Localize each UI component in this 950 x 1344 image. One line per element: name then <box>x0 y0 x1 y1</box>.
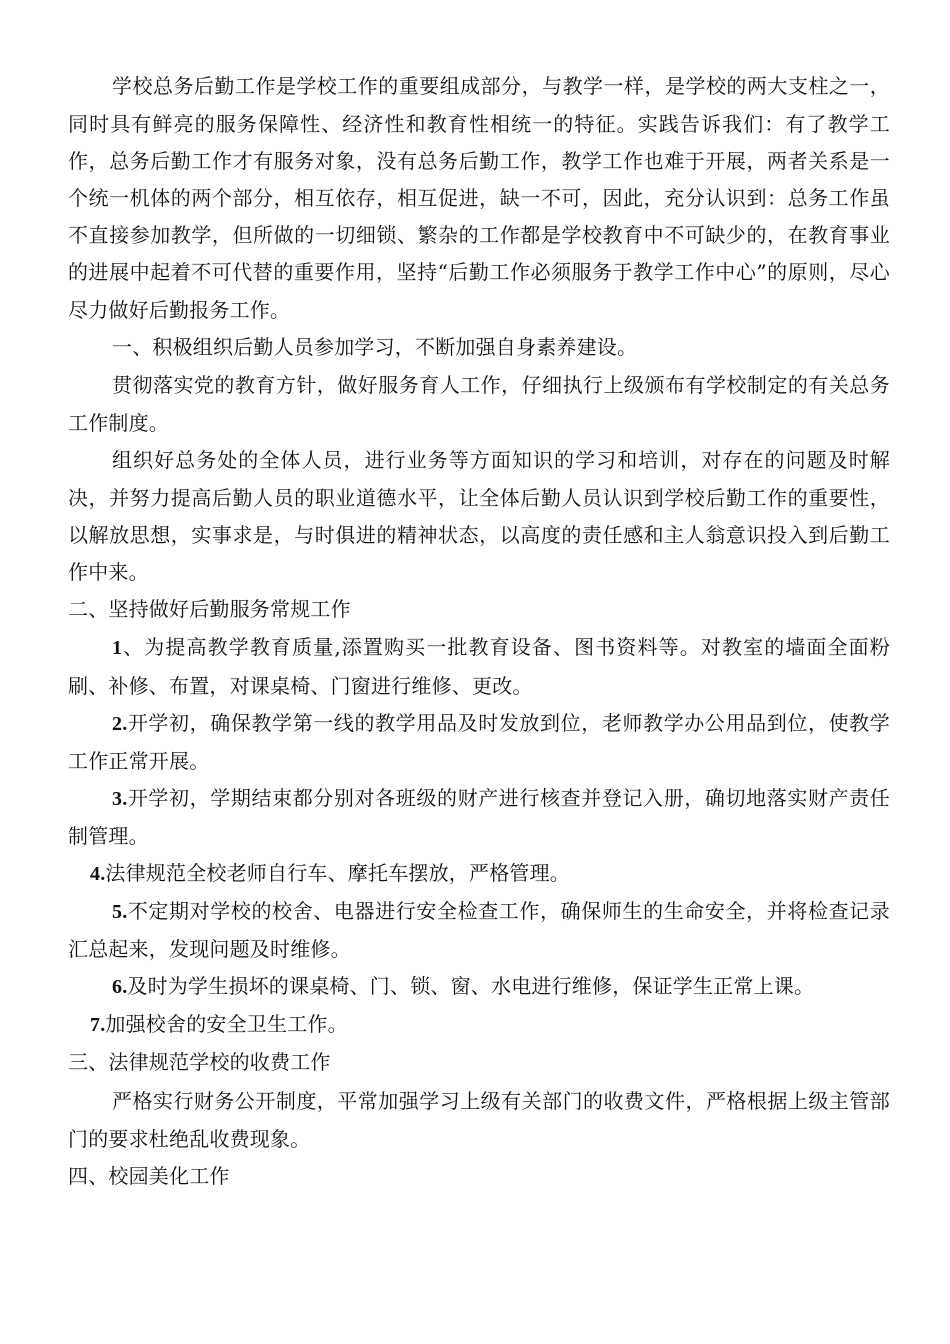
list-item-3 <box>68 780 890 855</box>
paragraph-text: 不定期对学校的校舍、电器进行安全检查工作，确保师生的生命安全，并将检查记录汇总起来，发现问题及时维修。 <box>68 899 890 962</box>
paragraph-text: 贯彻落实党的教育方针，做好服务育人工作，仔细执行上级颁布有学校制定的有关总务工作制度。 <box>68 372 890 435</box>
section-heading-2 <box>68 591 890 629</box>
list-item-1 <box>68 629 890 704</box>
list-item-7 <box>68 1006 890 1044</box>
item-number: 2. <box>112 712 128 735</box>
intro-paragraph <box>68 68 890 329</box>
section-heading-4 <box>68 1158 890 1196</box>
paragraph-text: 、为提高教学教育质量,添置购买一批教育设备、图书资料等。对教室的墙面全面粉刷、补修、布置，对课桌椅、门窗进行维修、更改。 <box>68 635 890 698</box>
paragraph-text: 组织好总务处的全体人员，进行业务等方面知识的学习和培训，对存在的问题及时解决，并努力提高后勤人员的职业道德水平，让全体后勤人员认识到学校后勤工作的重要性，以解放思想，实事求是，与时俱进的精神状态，以高度的责任感和主人翁意识投入到后勤工作中来。 <box>68 447 890 585</box>
list-item-4 <box>68 855 890 893</box>
paragraph-text: 加强校舍的安全卫生工作。 <box>105 1012 348 1037</box>
item-number: 6. <box>112 976 128 999</box>
paragraph-text: 开学初，学期结束都分别对各班级的财产进行核查并登记入册，确切地落实财产责任制管理。 <box>68 785 890 848</box>
body-paragraph <box>68 1083 890 1158</box>
paragraph-text: 严格实行财务公开制度，平常加强学习上级有关部门的收费文件，严格根据上级主管部门的要求杜绝乱收费现象。 <box>68 1088 890 1151</box>
section-heading-1 <box>68 329 890 367</box>
item-number: 3. <box>112 787 128 810</box>
list-item-5 <box>68 893 890 968</box>
paragraph-text: 二、坚持做好后勤服务常规工作 <box>68 597 351 622</box>
item-number: 7. <box>90 1014 106 1037</box>
paragraph-text: 法律规范全校老师自行车、摩托车摆放，严格管理。 <box>105 860 571 885</box>
item-number: 4. <box>90 862 106 885</box>
paragraph-text: 四、校园美化工作 <box>68 1163 230 1188</box>
paragraph-text: 三、法律规范学校的收费工作 <box>68 1050 331 1075</box>
body-paragraph <box>68 442 890 591</box>
list-item-2 <box>68 705 890 780</box>
paragraph-text: 开学初，确保教学第一线的教学用品及时发放到位，老师教学办公用品到位，使教学工作正常开展。 <box>68 710 890 773</box>
section-heading-3 <box>68 1044 890 1082</box>
body-paragraph <box>68 367 890 442</box>
item-number: 5. <box>112 901 128 924</box>
list-item-6 <box>68 968 890 1006</box>
paragraph-text: 及时为学生损坏的课桌椅、门、锁、窗、水电进行维修，保证学生正常上课。 <box>127 974 815 999</box>
item-number: 1 <box>112 637 123 660</box>
paragraph-text: 一、积极组织后勤人员参加学习，不断加强自身素养建设。 <box>112 334 638 359</box>
paragraph-text: 学校总务后勤工作是学校工作的重要组成部分，与教学一样，是学校的两大支柱之一，同时具有鲜亮的服务保障性、经济性和教育性相统一的特征。实践告诉我们：有了教学工作，总务后勤工作才有服务对象，没有总务后勤工作，教学工作也难于开展，两者关系是一个统一机体的两个部分，相互依存，相互促进，缺一不可，因此，充分认识到：总务工作虽不直接参加教学，但所做的一切细锁、繁杂的工作都是学校教育中不可缺少的，在教育事业的进展中起着不可代替的重要作用，坚持“后勤工作必须服务于教学工作中心”的原则，尽心尽力做好后勤报务工作。 <box>68 74 890 322</box>
